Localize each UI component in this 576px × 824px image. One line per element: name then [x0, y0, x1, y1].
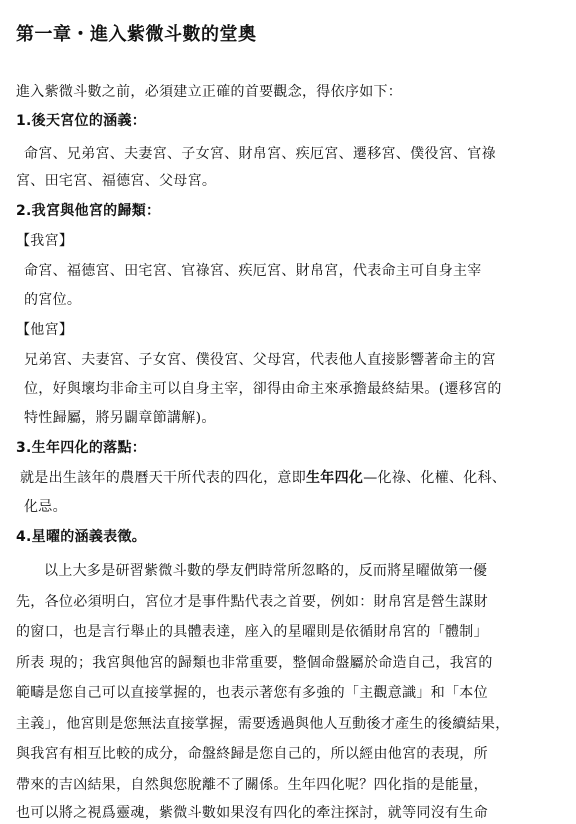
other-palace-label: 【他宮】 [16, 322, 74, 338]
section-2-heading: 2.我宮與他宮的歸類： [16, 203, 161, 219]
section-3-line [20, 468, 506, 488]
section-4-heading: 4.星曜的涵義表徵。 [16, 529, 147, 545]
section-4-line: 先，各位必須明白，宮位才是事件點代表之首要，例如：財帛宮是營生謀財 [16, 594, 488, 610]
section-3-heading: 3.生年四化的落點： [16, 440, 147, 456]
section-3-bold-term: 生年四化 [306, 470, 364, 486]
section-1-heading: 1.後天宮位的涵義： [16, 113, 147, 129]
section-4-line: 與我宮有相互比較的成分，命盤終歸是您自己的，所以經由他宮的表現，所 [16, 746, 488, 762]
chapter-title: 第一章・進入紫微斗數的堂奧 [16, 24, 257, 45]
intro-paragraph: 進入紫微斗數之前，必須建立正確的首要觀念，得依序如下： [16, 84, 403, 100]
section-4-line: 也可以將之視爲靈魂，紫微斗數如果沒有四化的牽注探討，就等同沒有生命 [16, 805, 488, 821]
section-4-line: 主義」，他宮則是您無法直接掌握，需要透過與他人互動後才產生的後續結果， [16, 716, 510, 732]
other-palace-line: 特性歸屬，將另闢章節講解)。 [24, 410, 216, 426]
other-palace-line: 兄弟宮、夫妻宮、子女宮、僕役宮、父母宮，代表他人直接影響著命主的宮 [24, 352, 496, 368]
section-1-line: 命宮、兄弟宮、夫妻宮、子女宮、財帛宮、疾厄宮、遷移宮、僕役宮、官祿 [24, 146, 496, 162]
section-4-line: 以上大多是研習紫微斗數的學友們時常所忽略的，反而將星曜做第一優 [44, 563, 488, 579]
section-3-text: —化祿、化權、化科、 [363, 470, 507, 486]
section-3-text: 就是出生該年的農曆天干所代表的四化，意即 [20, 470, 306, 486]
other-palace-line: 位，好與壞均非命主可以自身主宰，卻得由命主來承擔最終結果。(遷移宮的 [24, 381, 502, 397]
self-palace-line: 的宮位。 [24, 292, 82, 308]
section-4-line: 所表 現的；我宮與他宮的歸類也非常重要，整個命盤屬於命造自己，我宮的 [16, 655, 493, 671]
section-4-line: 範疇是您自己可以直接掌握的，也表示著您有多強的「主觀意識」和「本位 [16, 685, 488, 701]
section-4-line: 的窗口，也是言行舉止的具體表達，座入的星曜則是依循財帛宮的「體制」 [16, 624, 488, 640]
section-1-line: 宮、田宅宮、福德宮、父母宮。 [16, 173, 217, 189]
self-palace-label: 【我宮】 [16, 233, 74, 249]
self-palace-line: 命宮、福德宮、田宅宮、官祿宮、疾厄宮、財帛宮，代表命主可自身主宰 [24, 263, 482, 279]
section-4-line: 帶來的吉凶結果，自然與您脫離不了關係。生年四化呢？四化指的是能量， [16, 777, 488, 793]
section-3-line: 化忌。 [24, 499, 67, 515]
